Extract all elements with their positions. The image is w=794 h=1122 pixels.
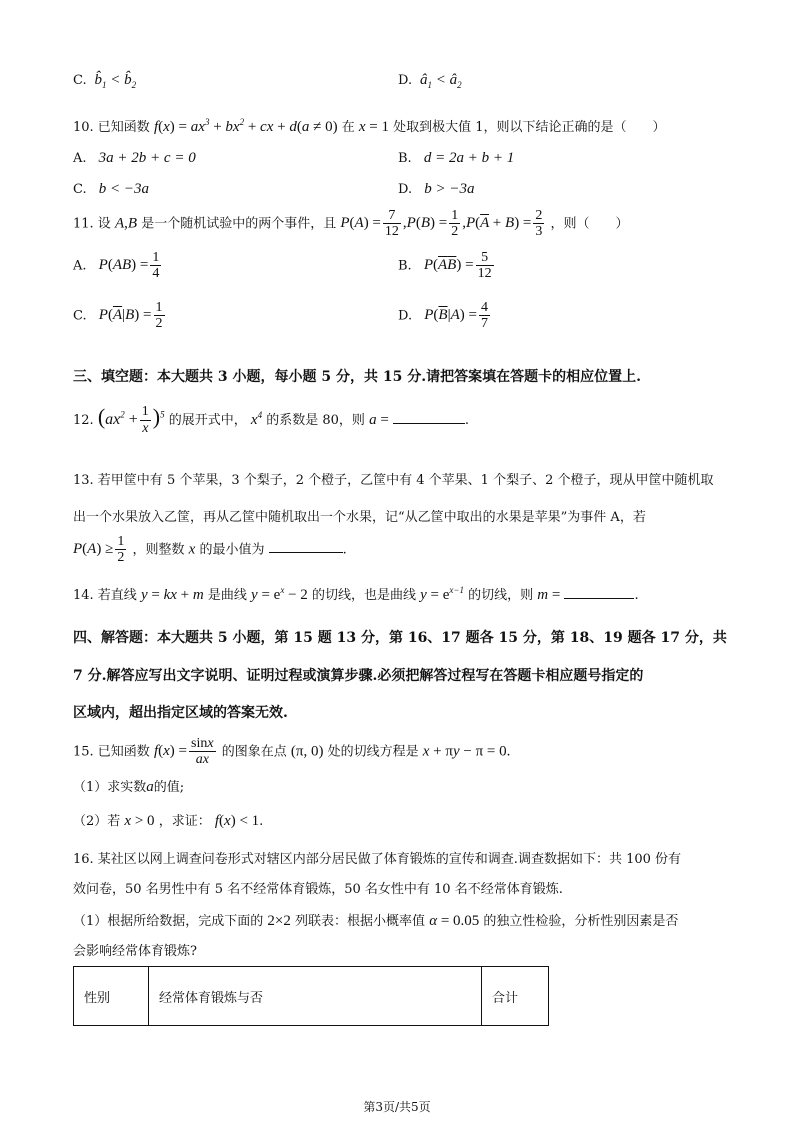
q10-option-c bbox=[73, 181, 149, 198]
q14-mid1: 是曲线 bbox=[207, 588, 247, 603]
formula: $â_1$ < $â_2$ bbox=[416, 72, 462, 90]
q12-var: a = bbox=[369, 412, 389, 428]
q12-text2: 的系数是 80，则 bbox=[266, 413, 365, 428]
q16-line3 bbox=[73, 910, 678, 930]
q15-sub1-text: （1）求实数 bbox=[73, 780, 147, 795]
q15-mid: 的图象在点 bbox=[221, 744, 287, 760]
q15-inequality: f(x) < 1 bbox=[214, 813, 260, 829]
q13-line2: 出一个水果放入乙筐，再从乙筐中随机取出一个水果，记“从乙筐中取出的水果是苹果”为事件 A，若 bbox=[73, 510, 646, 525]
q10-suffix: 处取到极大值 1，则以下结论正确的是（ ） bbox=[393, 120, 666, 135]
q15-end: . bbox=[259, 814, 264, 829]
answer-blank[interactable] bbox=[269, 552, 343, 553]
q13-end: . bbox=[342, 542, 347, 558]
q12-end: . bbox=[464, 413, 470, 428]
option-label: D. bbox=[398, 73, 413, 88]
q13-var: x bbox=[188, 541, 196, 558]
q14-stem bbox=[73, 584, 639, 604]
q15-stem bbox=[73, 736, 510, 768]
q11-suffix: ，则（ ） bbox=[550, 216, 629, 232]
option-formula: $P(\overline{A}\overline{B})$ = $\frac{5}{12}$ bbox=[423, 250, 492, 282]
q15-sub2 bbox=[73, 810, 263, 830]
option-label: D. bbox=[398, 182, 413, 197]
q14-mid2: 的切线，也是曲线 bbox=[311, 588, 416, 603]
option-text: b < −3a bbox=[98, 181, 150, 197]
option-formula: P(AB) = $\frac{1}{4}$ bbox=[98, 250, 160, 282]
option-formula: $P(\overline{B}|A)$ = $\frac{4}{7}$ bbox=[424, 300, 488, 332]
option-label: C. bbox=[73, 308, 87, 324]
q12-text1: 的展开式中， bbox=[168, 413, 247, 428]
q12-term: $x^4$ bbox=[250, 410, 263, 428]
table-row bbox=[74, 967, 549, 1026]
contingency-table bbox=[73, 966, 549, 1026]
q15-sub1 bbox=[73, 776, 184, 796]
q14-curve2: $y = e^{x-1}$ bbox=[420, 585, 464, 603]
q10-prefix: 10. 已知函数 bbox=[73, 120, 150, 135]
q14-line: y = kx + m bbox=[140, 587, 204, 603]
q11-option-d bbox=[398, 300, 492, 332]
option-label: D. bbox=[398, 308, 413, 324]
q11-middle: 是一个随机试验中的两个事件，且 bbox=[141, 216, 337, 232]
option-label: A. bbox=[73, 258, 87, 274]
q14-curve1: $y = e^x - 2$ bbox=[251, 585, 308, 603]
q15-sub2-prove: ，求证： bbox=[158, 814, 211, 829]
q15-sub1-end: 的值; bbox=[153, 780, 185, 795]
q15-function: f(x) = $\frac{\sin x}{ax}$ bbox=[153, 736, 214, 768]
q14-end: . bbox=[634, 588, 639, 603]
formula: $b̂_1$ < $b̂_2$ bbox=[90, 72, 137, 90]
option-text: 3a + 2b + c = 0 bbox=[98, 150, 196, 166]
q15-tangent: x + πy − π = 0. bbox=[422, 743, 511, 760]
q14-var: m = bbox=[537, 587, 561, 603]
q10-option-a bbox=[73, 150, 196, 167]
q10-function: $f(x) = ax^3 + bx^2$ + cx + d(a ≠ 0) bbox=[153, 117, 338, 135]
q15-suffix: 处的切线方程是 bbox=[327, 744, 419, 760]
q10-stem bbox=[73, 116, 666, 136]
q10-option-b bbox=[398, 150, 514, 167]
option-text: d = 2a + b + 1 bbox=[423, 150, 515, 166]
q11-option-c bbox=[73, 300, 167, 332]
q16-line2: 效问卷，50 名男性中有 5 名不经常体育锻炼，50 名女性中有 10 名不经常体育锻炼. bbox=[73, 882, 563, 897]
q14-mid3: 的切线，则 bbox=[468, 588, 534, 603]
option-label: B. bbox=[398, 258, 412, 274]
q10-option-d bbox=[398, 181, 474, 198]
page-footer: 第3页/共5页 bbox=[363, 1100, 431, 1114]
option-text: b > −3a bbox=[424, 181, 475, 197]
q12-stem bbox=[73, 404, 469, 436]
option-label: A. bbox=[73, 151, 87, 166]
option-label: B. bbox=[398, 151, 412, 166]
q10-middle: 在 bbox=[341, 120, 355, 135]
q16-alpha: α = 0.05 bbox=[429, 913, 480, 929]
q16-text-b: 列联表：根据小概率值 bbox=[295, 914, 426, 929]
option-label: C. bbox=[73, 73, 87, 88]
q16-text-c: 的独立性检验，分析性别因素是否 bbox=[483, 914, 679, 929]
q16-line1: 16. 某社区以网上调查问卷形式对辖区内部分居民做了体育锻炼的宣传和调查.调查数据如下：共 100 份有 bbox=[73, 852, 682, 867]
answer-blank[interactable] bbox=[564, 598, 634, 599]
answer-blank[interactable] bbox=[393, 423, 465, 424]
q9-option-d bbox=[398, 72, 462, 90]
option-formula: $P(\overline{A}|B)$ = $\frac{1}{2}$ bbox=[98, 300, 163, 332]
q13-line3 bbox=[73, 534, 347, 566]
q16-text-a: （1）根据所给数据，完成下面的 bbox=[73, 914, 264, 929]
table-header-gender: 性别 bbox=[74, 967, 149, 1026]
option-label: C. bbox=[73, 182, 87, 197]
q15-prefix: 15. 已知函数 bbox=[73, 744, 150, 760]
q13-line1: 13. 若甲筐中有 5 个苹果，3 个梨子，2 个橙子，乙筐中有 4 个苹果、1 个梨子、2 个橙子，现从甲筐中随机取 bbox=[73, 473, 714, 488]
q11-option-a bbox=[73, 250, 163, 282]
q12-expression: ($ax^2$ + $\frac{1}{x}$ )$^5$ bbox=[97, 404, 165, 436]
q10-point: x = 1 bbox=[358, 119, 390, 135]
q11-events: A,B bbox=[114, 215, 138, 232]
q11-prefix: 11. 设 bbox=[73, 216, 111, 232]
q11-stem bbox=[73, 208, 629, 240]
q15-condition: x > 0 bbox=[124, 813, 155, 829]
q11-option-b bbox=[398, 250, 496, 282]
table-header-total: 合计 bbox=[482, 967, 549, 1026]
q12-number: 12. bbox=[73, 413, 94, 428]
q13-text-b: 的最小值为 bbox=[199, 542, 265, 558]
q16-line4: 会影响经常体育锻炼? bbox=[73, 944, 197, 959]
q13-condition: P(A) ≥ $\frac{1}{2}$ bbox=[73, 534, 125, 566]
q16-table-size: 2×2 bbox=[267, 913, 291, 929]
q15-point: (π, 0) bbox=[290, 743, 324, 760]
section4-line2: 7 分.解答应写出文字说明、证明过程或演算步骤.必须把解答过程写在答题卡相应题号指定的 bbox=[73, 668, 644, 684]
section4-line1: 四、解答题：本大题共 5 小题，第 15 题 13 分，第 16、17 题各 15 分，第 18、19 题各 17 分，共 bbox=[73, 630, 727, 646]
section4-line3: 区域内，超出指定区域的答案无效. bbox=[73, 705, 288, 721]
q14-prefix: 14. 若直线 bbox=[73, 588, 137, 603]
q9-option-c bbox=[73, 72, 136, 90]
q11-given: P(A) = $\frac{7}{12}$ ,P(B) = $\frac{1}{2}$ $,P(\overline{A} + B)$ = $\frac{2}{3}$ bbox=[340, 208, 543, 240]
section3-heading: 三、填空题：本大题共 3 小题，每小题 5 分，共 15 分.请把答案填在答题卡的相应位置上. bbox=[73, 369, 641, 385]
q13-text-a: ，则整数 bbox=[132, 542, 185, 558]
q15-sub2-text: （2）若 bbox=[73, 814, 121, 829]
q15-var: a bbox=[146, 779, 154, 795]
table-header-exercise: 经常体育锻炼与否 bbox=[149, 967, 482, 1026]
